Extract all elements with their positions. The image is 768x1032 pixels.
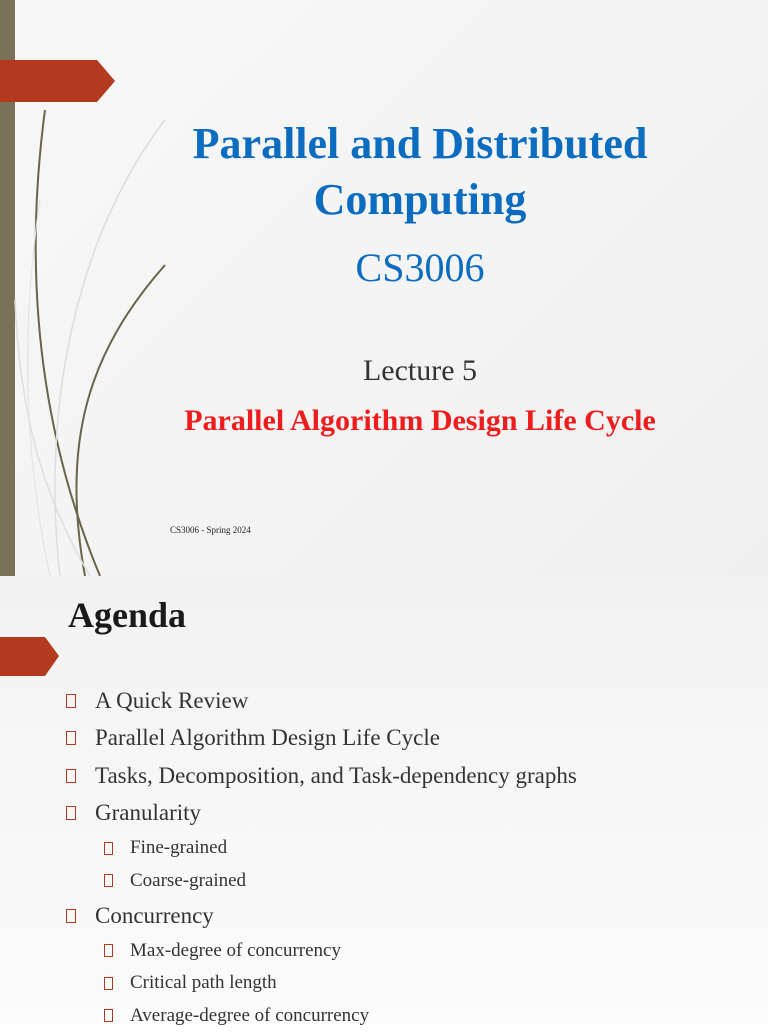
agenda-subitem (66, 935, 577, 968)
course-code: CS3006 (120, 244, 720, 291)
agenda-item (66, 720, 577, 758)
agenda-item (66, 795, 577, 833)
agenda-item-label: Tasks, Decomposition, and Task-dependency graphs (95, 763, 577, 789)
agenda-item (66, 757, 577, 795)
square-bullet-icon (66, 806, 76, 820)
square-bullet-icon (66, 909, 76, 923)
agenda-title: Agenda (68, 594, 186, 636)
agenda-subitem (66, 865, 577, 898)
slide-footer: CS3006 - Spring 2024 (170, 525, 251, 535)
agenda-item-label: A Quick Review (95, 688, 248, 714)
agenda-subitem (66, 967, 577, 1000)
agenda-item-label: Concurrency (95, 903, 214, 929)
slide-subtitle: Parallel Algorithm Design Life Cycle (100, 404, 740, 438)
agenda-list (66, 682, 577, 1032)
square-bullet-icon (104, 1009, 113, 1022)
square-bullet-icon (104, 874, 113, 887)
square-bullet-icon (104, 977, 113, 990)
agenda-subitem (66, 832, 577, 865)
square-bullet-icon (66, 694, 76, 708)
agenda-item (66, 897, 577, 935)
agenda-item (66, 682, 577, 720)
lecture-number: Lecture 5 (120, 354, 720, 388)
square-bullet-icon (66, 731, 76, 745)
red-tab-arrow (0, 58, 120, 118)
agenda-subitem-label: Average-degree of concurrency (130, 1005, 369, 1027)
square-bullet-icon (104, 944, 113, 957)
red-tab-arrow (0, 635, 70, 685)
square-bullet-icon (104, 842, 113, 855)
slide-title-line1: Parallel and Distributed (120, 116, 720, 172)
square-bullet-icon (66, 769, 76, 783)
agenda-subitem-label: Coarse-grained (130, 870, 246, 892)
agenda-subitem-label: Max-degree of concurrency (130, 940, 341, 962)
slide-title-line2: Computing (120, 172, 720, 228)
agenda-item-label: Parallel Algorithm Design Life Cycle (95, 725, 440, 751)
agenda-item-label: Granularity (95, 800, 201, 826)
agenda-subitem-label: Fine-grained (130, 837, 227, 859)
agenda-subitem (66, 1000, 577, 1032)
agenda-subitem-label: Critical path length (130, 972, 277, 994)
